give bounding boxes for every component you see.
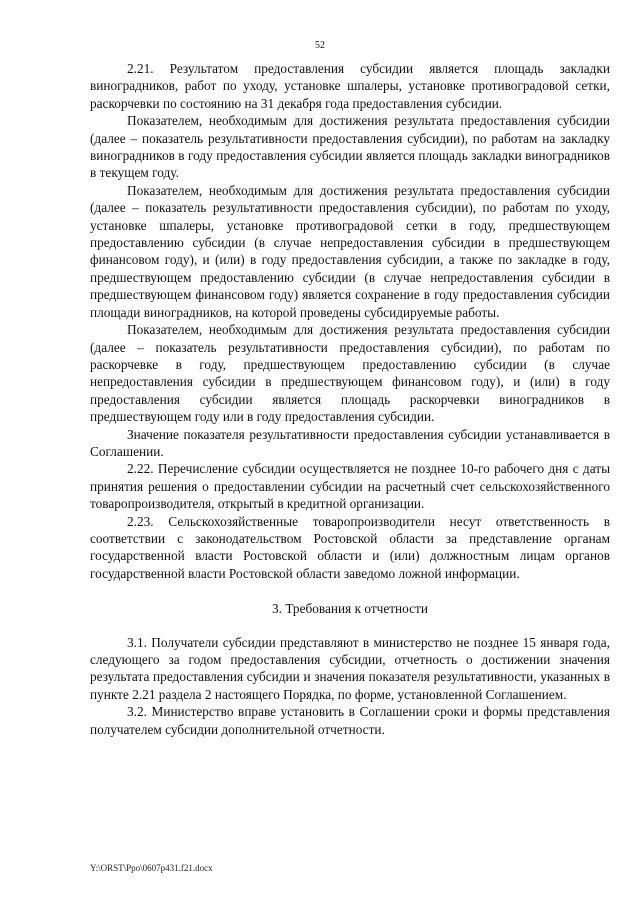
paragraph-3-1: 3.1. Получатели субсидии представляют в министерство не позднее 15 января года, следующего за годом предоставления субсидии, отчетность о достижении значения результата предоставления субсидии и значения показателя результативности, указанных в пункте 2.21 раздела 2 настоящего Порядка, по форме, установленной Соглашением.	[90, 634, 610, 702]
paragraph-2-23: 2.23. Сельскохозяйственные товаропроизводители несут ответственность в соответствии с законодательством Ростовской области за представление органам государственной власти Ростовской области и (или) должностным лицам органов государственной власти Ростовской области заведомо ложной информации.	[90, 513, 610, 581]
footer-file-path: Y:\ORST\Ppo\0607p431.f21.docx	[90, 863, 213, 873]
paragraph-indicator-uprooting: Показателем, необходимым для достижения результата предоставления субсидии (далее – показатель результативности предоставления субсидии), по работам по раскорчевке в году, предшествующем предоставлению субсидии (в случае непредоставления субсидии в предшествующем финансовом году), и (или) в году предоставления субсидии является площадь раскорчевки виноградников в предшествующем году или в году предоставления субсидии.	[90, 322, 610, 425]
page-number: 52	[315, 40, 325, 51]
paragraph-indicator-value: Значение показателя результативности предоставления субсидии устанавливается в Соглашении.	[90, 426, 610, 459]
paragraph-2-22: 2.22. Перечисление субсидии осуществляется не позднее 10-го рабочего дня с даты принятия решения о предоставлении субсидии на расчетный счет сельскохозяйственного товаропроизводителя, открытый в кредитной организации.	[90, 461, 610, 512]
paragraph-indicator-planting: Показателем, необходимым для достижения результата предоставления субсидии (далее – показатель результативности предоставления субсидии), по работам на закладку виноградников в году предоставления субсидии является площадь закладки виноградников в текущем году.	[90, 113, 610, 181]
paragraph-3-2: 3.2. Министерство вправе установить в Соглашении сроки и формы представления получателем субсидии дополнительной отчетности.	[90, 704, 610, 737]
document-body	[90, 60, 610, 738]
section-3-heading: 3. Требования к отчетности	[272, 601, 428, 617]
paragraph-2-21: 2.21. Результатом предоставления субсидии является площадь закладки виноградников, работ по уходу, установке шпалеры, установке противоградовой сетки, раскорчевки по состоянию на 31 декабря года предоставления субсидии.	[90, 61, 610, 111]
paragraph-indicator-care: Показателем, необходимым для достижения результата предоставления субсидии (далее – показатель результативности предоставления субсидии), по работам по уходу, установке шпалеры, установке противоградовой сетки в году, предшествующем предоставлению субсидии (в случае непредоставления субсидии в предшествующем финансовом году), и (или) в году предоставления субсидии, а также по закладке в году, предшествующем предоставлению субсидии (в случае непредоставления субсидии в предшествующем финансовом году) является сохранение в году предоставления субсидии площади виноградников, на которой проведены субсидируемые работы.	[90, 182, 610, 320]
